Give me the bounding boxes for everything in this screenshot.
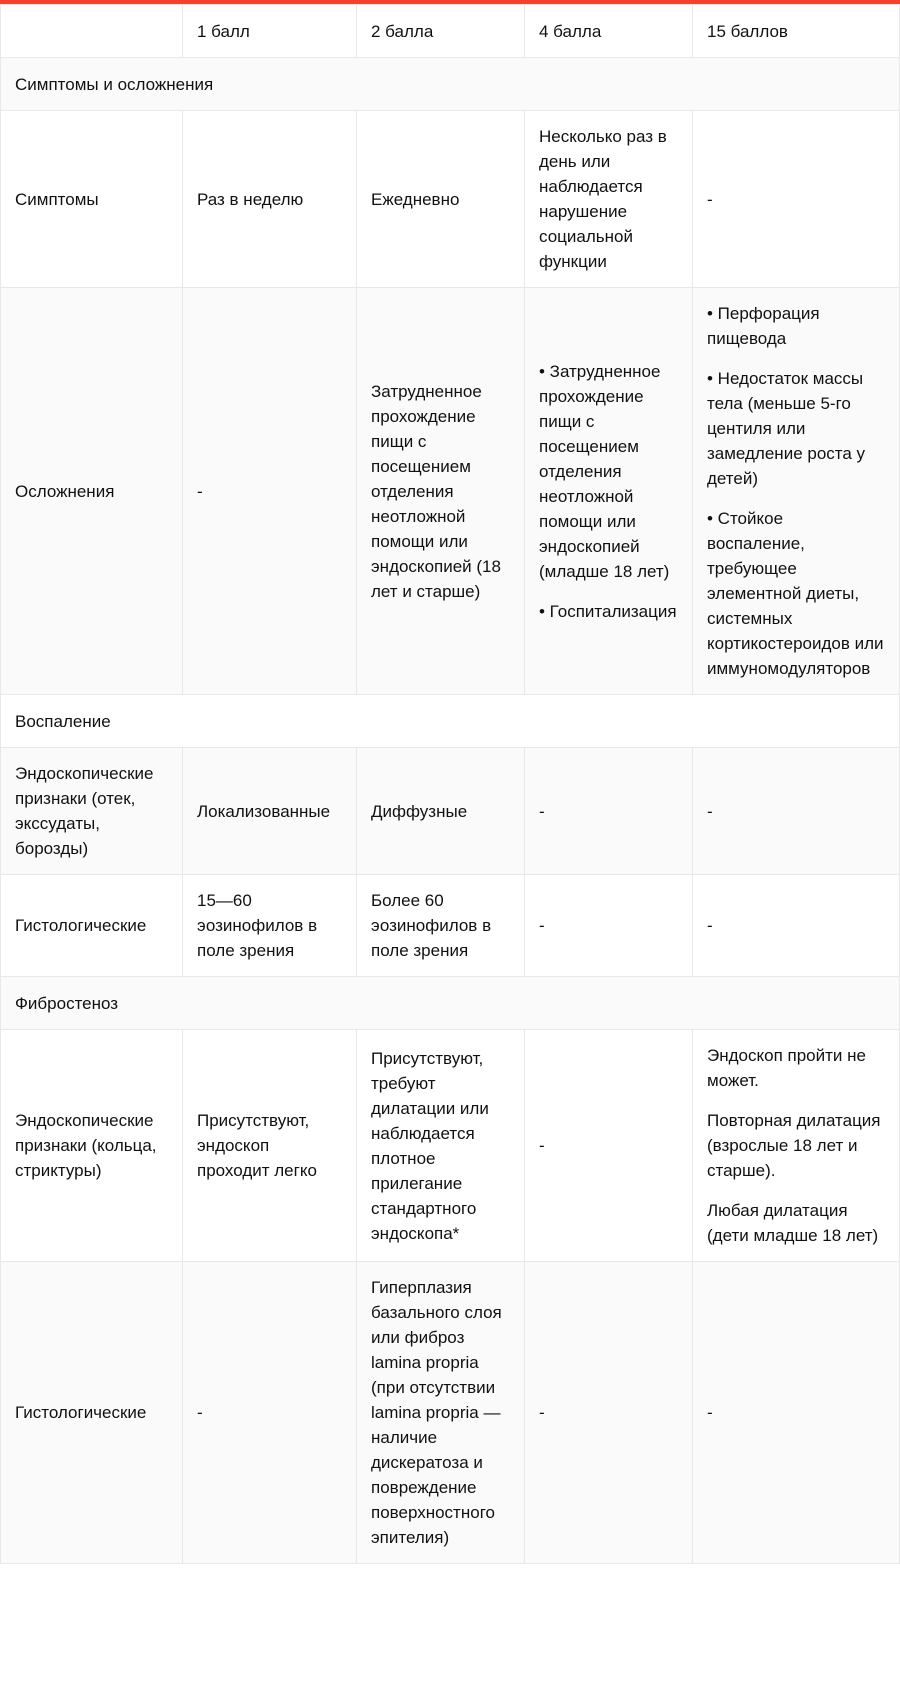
table-row: [1, 1262, 900, 1564]
header-cell-1-point: 1 балл: [183, 5, 357, 58]
cell-paragraph: -: [539, 1403, 545, 1422]
section-row: [1, 58, 900, 111]
cell-paragraph: -: [707, 916, 713, 935]
score-cell: [357, 1262, 525, 1564]
cell-paragraph: -: [197, 481, 203, 501]
cell-paragraph: Любая дилатация (дети младше 18 лет): [707, 1201, 879, 1245]
score-cell: [357, 1030, 525, 1262]
score-cell: [183, 748, 357, 875]
row-label: Гистологические: [1, 1262, 183, 1564]
header-cell-15-points: 15 баллов: [693, 5, 900, 58]
section-title: Симптомы и осложнения: [1, 58, 900, 111]
cell-paragraph: • Недостаток массы тела (меньше 5-го центиля или замедление роста у детей): [707, 369, 866, 488]
score-cell: [525, 748, 693, 875]
row-label: Симптомы: [1, 111, 183, 288]
score-cell: [183, 875, 357, 977]
header-cell-2-points: 2 балла: [357, 5, 525, 58]
cell-paragraph: Более 60 эозинофилов в поле зрения: [371, 891, 492, 960]
score-cell: [693, 748, 900, 875]
cell-paragraph: • Перфорация пищевода: [707, 304, 820, 348]
cell-paragraph: -: [197, 1403, 203, 1422]
cell-paragraph: Затрудненное прохождение пищи с посещением отделения неотложной помощи или эндоскопией (18 лет и старше): [371, 381, 501, 601]
cell-paragraph: Присутствуют, требуют дилатации или наблюдается плотное прилегание стандартного эндоскопа*: [371, 1048, 489, 1243]
score-cell: [525, 111, 693, 288]
header-row: [1, 5, 900, 58]
scoring-table: [0, 4, 900, 1564]
cell-paragraph: Гиперплазия базального слоя или фиброз lamina propria (при отсутствии lamina propria — наличие дискератоза и повреждение поверхностного эпителия): [371, 1278, 502, 1547]
cell-paragraph: Ежедневно: [371, 189, 460, 209]
cell-paragraph: -: [539, 916, 545, 935]
score-cell: [183, 111, 357, 288]
section-title: Фибростеноз: [1, 977, 900, 1030]
cell-paragraph: Повторная дилатация (взрослые 18 лет и старше).: [707, 1111, 881, 1180]
score-cell: [693, 288, 900, 695]
row-label: Гистологические: [1, 875, 183, 977]
cell-paragraph: -: [539, 1136, 545, 1155]
score-cell: [693, 111, 900, 288]
header-cell-empty: [1, 5, 183, 58]
table-row: [1, 1030, 900, 1262]
section-row: [1, 695, 900, 748]
score-cell: [525, 1262, 693, 1564]
header-cell-4-points: 4 балла: [525, 5, 693, 58]
cell-paragraph: -: [707, 801, 713, 821]
cell-paragraph: Диффузные: [371, 801, 468, 821]
cell-paragraph: • Затрудненное прохождение пищи с посещением отделения неотложной помощи или эндоскопией (младше 18 лет): [539, 361, 670, 581]
score-cell: [357, 288, 525, 695]
cell-paragraph: -: [707, 189, 713, 209]
section-title: Воспаление: [1, 695, 900, 748]
score-cell: [693, 875, 900, 977]
score-cell: [357, 875, 525, 977]
cell-paragraph: Присутствуют, эндоскоп проходит легко: [197, 1111, 317, 1180]
table-row: [1, 288, 900, 695]
cell-paragraph: • Стойкое воспаление, требующее элементной диеты, системных кортикостероидов или иммуномодуляторов: [707, 509, 884, 678]
cell-paragraph: -: [539, 801, 545, 821]
score-cell: [525, 288, 693, 695]
score-cell: [183, 1262, 357, 1564]
score-cell: [693, 1030, 900, 1262]
score-cell: [525, 875, 693, 977]
score-cell: [357, 748, 525, 875]
score-cell: [357, 111, 525, 288]
score-cell: [693, 1262, 900, 1564]
cell-paragraph: Несколько раз в день или наблюдается нарушение социальной функции: [539, 127, 667, 271]
cell-paragraph: 15—60 эозинофилов в поле зрения: [197, 891, 318, 960]
row-label: Эндоскопические признаки (отек, экссудаты, борозды): [1, 748, 183, 875]
table-row: [1, 875, 900, 977]
score-cell: [183, 288, 357, 695]
cell-paragraph: Раз в неделю: [197, 189, 304, 209]
row-label: Эндоскопические признаки (кольца, стриктуры): [1, 1030, 183, 1262]
row-label: Осложнения: [1, 288, 183, 695]
table-row: [1, 748, 900, 875]
score-cell: [525, 1030, 693, 1262]
cell-paragraph: Локализованные: [197, 801, 331, 821]
score-cell: [183, 1030, 357, 1262]
cell-paragraph: • Госпитализация: [539, 601, 677, 621]
cell-paragraph: -: [707, 1403, 713, 1422]
table-row: [1, 111, 900, 288]
cell-paragraph: Эндоскоп пройти не может.: [707, 1046, 866, 1090]
table-body: [1, 5, 900, 1564]
section-row: [1, 977, 900, 1030]
